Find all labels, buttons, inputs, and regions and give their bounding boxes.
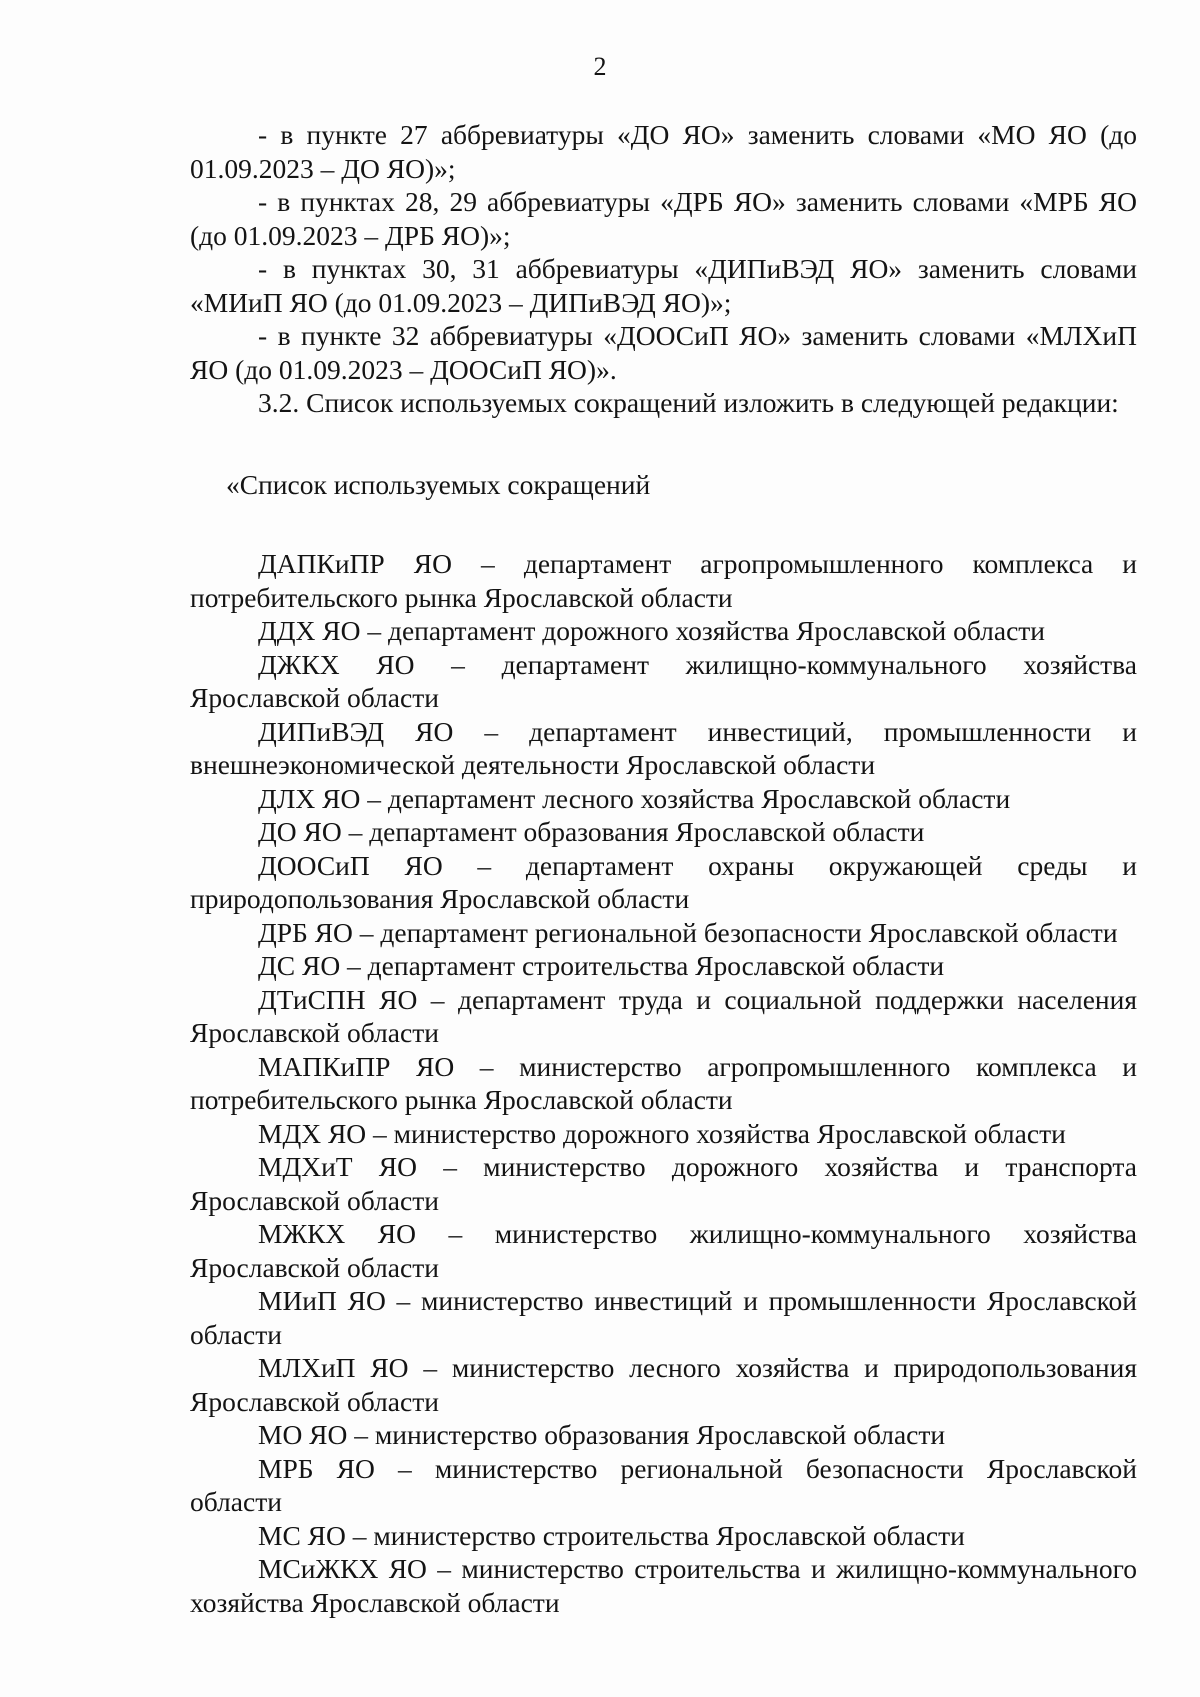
abbreviation-entry: МО ЯО – министерство образования Ярославской области	[258, 1419, 946, 1450]
abbreviation-entry: ДЖКХ ЯО – департамент жилищно-коммунального хозяйства Ярославской области	[190, 648, 1137, 713]
abbreviation-entry: ДТиСПН ЯО – департамент труда и социальной поддержки населения Ярославской области	[190, 983, 1137, 1048]
intro-paragraph-3: - в пунктах 30, 31 аббревиатуры «ДИПиВЭД ЯО» заменить словами «МИиП ЯО (до 01.09.2023 – ДИПиВЭД ЯО)»;	[190, 253, 1137, 318]
abbreviation-entry: ДАПКиПР ЯО – департамент агропромышленного комплекса и потребительского рынка Ярославской области	[190, 548, 1137, 613]
abbreviation-entry: МДХиТ ЯО – министерство дорожного хозяйства и транспорта Ярославской области	[190, 1151, 1137, 1216]
intro-paragraph-4: - в пункте 32 аббревиатуры «ДООСиП ЯО» заменить словами «МЛХиП ЯО (до 01.09.2023 – ДООСиП ЯО)».	[190, 320, 1137, 385]
document-body	[190, 118, 1137, 1619]
abbreviation-entry: ДДХ ЯО – департамент дорожного хозяйства Ярославской области	[258, 615, 1046, 646]
intro-paragraph-2: - в пунктах 28, 29 аббревиатуры «ДРБ ЯО» заменить словами «МРБ ЯО (до 01.09.2023 – ДРБ ЯО)»;	[190, 186, 1137, 251]
abbreviation-entry: ДЛХ ЯО – департамент лесного хозяйства Ярославской области	[258, 782, 1011, 814]
abbreviation-entry: ДС ЯО – департамент строительства Ярославской области	[258, 950, 945, 981]
abbreviation-entry: ДООСиП ЯО – департамент охраны окружающей среды и природопользования Ярославской области	[190, 849, 1137, 914]
abbreviation-entry: МДХ ЯО – министерство дорожного хозяйства Ярославской области	[258, 1117, 1066, 1149]
abbreviation-entry: МСиЖКХ ЯО – министерство строительства и жилищно-коммунального хозяйства Ярославской области	[190, 1553, 1137, 1618]
intro-paragraph-1: - в пункте 27 аббревиатуры «ДО ЯО» заменить словами «МО ЯО (до 01.09.2023 – ДО ЯО)»;	[190, 119, 1137, 184]
intro-paragraph-5: 3.2. Список используемых сокращений изложить в следующей редакции:	[258, 387, 1119, 418]
abbreviation-entry: МИиП ЯО – министерство инвестиций и промышленности Ярославской области	[190, 1285, 1137, 1350]
abbreviation-entry: ДРБ ЯО – департамент региональной безопасности Ярославской области	[258, 916, 1118, 948]
abbreviation-entry: МС ЯО – министерство строительства Ярославской области	[258, 1519, 965, 1551]
abbreviation-entry: МАПКиПР ЯО – министерство агропромышленного комплекса и потребительского рынка Ярославской области	[190, 1050, 1137, 1115]
abbreviation-entry: МРБ ЯО – министерство региональной безопасности Ярославской области	[190, 1452, 1137, 1517]
abbreviation-list	[190, 547, 1137, 1619]
abbreviation-entry: ДИПиВЭД ЯО – департамент инвестиций, промышленности и внешнеэкономической деятельности Ярославской области	[190, 715, 1137, 780]
abbreviation-entry: МЖКХ ЯО – министерство жилищно-коммунального хозяйства Ярославской области	[190, 1218, 1137, 1283]
list-heading: «Список используемых сокращений	[226, 468, 651, 500]
abbreviation-entry: ДО ЯО – департамент образования Ярославской области	[258, 816, 925, 847]
abbreviation-entry: МЛХиП ЯО – министерство лесного хозяйства и природопользования Ярославской области	[190, 1352, 1137, 1417]
page-number: 2	[593, 52, 607, 81]
